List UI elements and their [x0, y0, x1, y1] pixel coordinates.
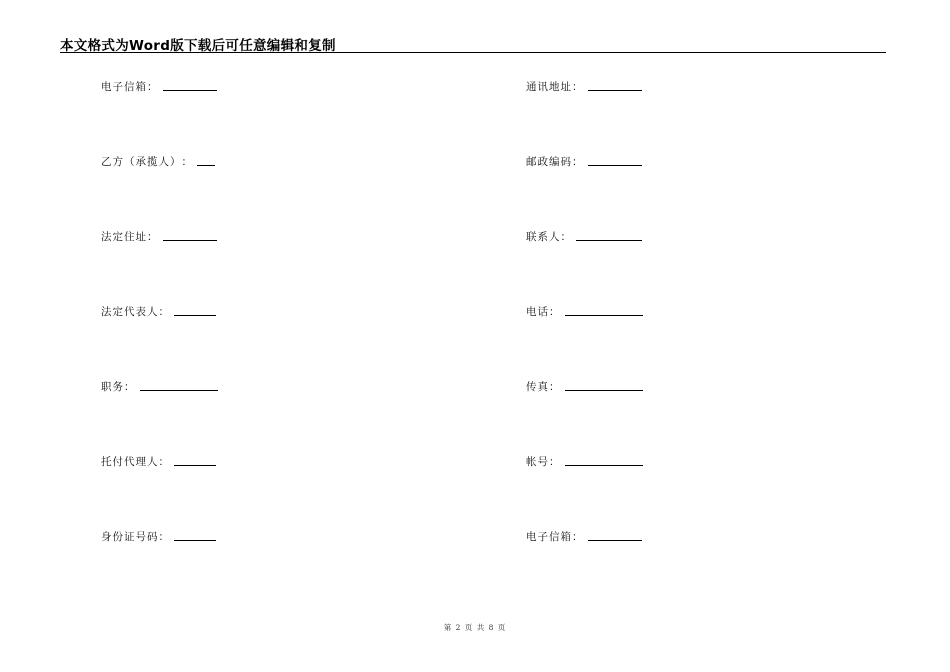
field-postal-code — [526, 154, 642, 169]
fill-blank[interactable] — [163, 80, 217, 91]
field-colon: ： — [572, 81, 584, 93]
field-colon: ： — [560, 231, 572, 243]
field-colon: ： — [158, 531, 170, 543]
field-label: 身份证号码 — [101, 531, 159, 543]
field-label: 托付代理人 — [101, 456, 159, 468]
field-email-right — [526, 529, 642, 544]
field-label: 电子信箱 — [526, 531, 572, 543]
field-label: 乙方（承揽人） — [101, 156, 182, 168]
field-label: 帐号 — [526, 456, 549, 468]
field-legal-representative — [101, 304, 216, 319]
field-colon: ： — [572, 531, 584, 543]
field-colon: ： — [158, 456, 170, 468]
field-label: 传真 — [526, 381, 549, 393]
field-fax — [526, 379, 643, 394]
field-label: 电子信箱 — [101, 81, 147, 93]
field-label: 法定住址 — [101, 231, 147, 243]
page-number-footer: 第 2 页 共 8 页 — [443, 623, 507, 632]
field-label: 职务 — [101, 381, 124, 393]
fill-blank[interactable] — [565, 455, 643, 466]
fill-blank[interactable] — [576, 230, 642, 241]
fill-blank[interactable] — [140, 380, 218, 391]
field-phone — [526, 304, 643, 319]
field-colon: ： — [158, 306, 170, 318]
field-colon: ： — [572, 156, 584, 168]
field-contact-person — [526, 229, 642, 244]
field-label: 法定代表人 — [101, 306, 159, 318]
field-label: 邮政编码 — [526, 156, 572, 168]
field-party-b — [101, 154, 215, 169]
header-rule — [60, 52, 886, 53]
fill-blank[interactable] — [174, 455, 216, 466]
field-colon: ： — [147, 81, 159, 93]
field-colon: ： — [549, 381, 561, 393]
field-id-number — [101, 529, 216, 544]
fill-blank[interactable] — [588, 80, 642, 91]
header-notice: 本文格式为Word版下载后可任意编辑和复制 — [60, 38, 336, 54]
field-colon: ： — [181, 156, 193, 168]
field-label: 通讯地址 — [526, 81, 572, 93]
field-agent — [101, 454, 216, 469]
field-colon: ： — [147, 231, 159, 243]
field-legal-address — [101, 229, 217, 244]
field-account — [526, 454, 643, 469]
fill-blank[interactable] — [163, 230, 217, 241]
fill-blank[interactable] — [174, 530, 216, 541]
fill-blank[interactable] — [565, 380, 643, 391]
field-mailing-address — [526, 79, 642, 94]
field-label: 联系人 — [526, 231, 561, 243]
fill-blank[interactable] — [174, 305, 216, 316]
field-email-left — [101, 79, 217, 94]
fill-blank[interactable] — [588, 530, 642, 541]
field-position — [101, 379, 218, 394]
fill-blank[interactable] — [565, 305, 643, 316]
field-label: 电话 — [526, 306, 549, 318]
field-colon: ： — [549, 456, 561, 468]
field-colon: ： — [549, 306, 561, 318]
field-colon: ： — [124, 381, 136, 393]
fill-blank[interactable] — [588, 155, 642, 166]
fill-blank[interactable] — [197, 155, 215, 166]
